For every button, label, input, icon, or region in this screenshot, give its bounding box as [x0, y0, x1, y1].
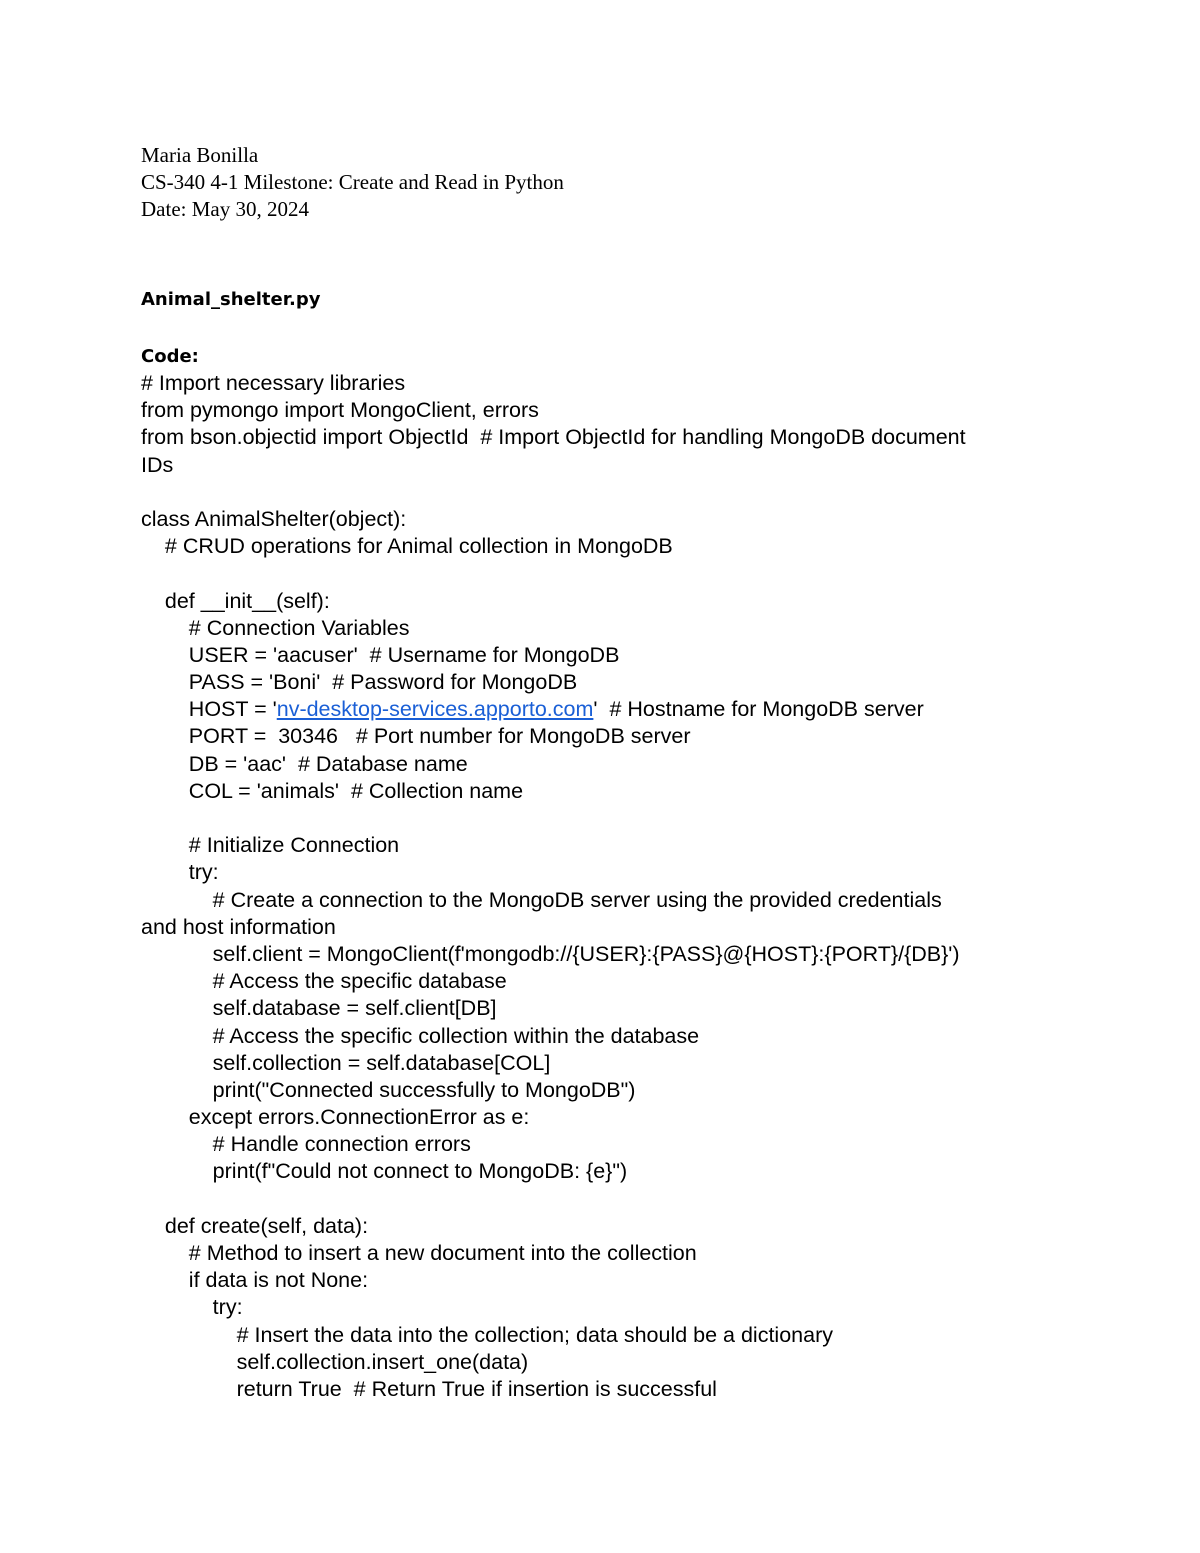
host-link[interactable]: nv-desktop-services.apporto.com	[276, 697, 594, 722]
code-line: from pymongo import MongoClient, errors	[141, 398, 539, 423]
code-line: self.collection = self.database[COL]	[141, 1050, 551, 1075]
course-title: CS-340 4-1 Milestone: Create and Read in Python	[141, 170, 564, 194]
code-line: self.database = self.client[DB]	[141, 996, 497, 1021]
code-line: # Access the specific database	[141, 969, 507, 994]
code-line	[141, 805, 1061, 832]
code-line: # CRUD operations for Animal collection in MongoDB	[141, 534, 673, 559]
code-line: # Create a connection to the MongoDB server using the provided credentials	[141, 887, 942, 912]
code-line	[141, 479, 1061, 506]
code-line	[141, 1186, 1061, 1213]
file-heading: Animal_shelter.py	[141, 289, 321, 310]
code-line: def __init__(self):	[141, 588, 330, 613]
code-line: self.client = MongoClient(f'mongodb://{USER}:{PASS}@{HOST}:{PORT}/{DB}')	[141, 941, 960, 966]
code-line: # Connection Variables	[141, 615, 410, 640]
code-line: print(f"Could not connect to MongoDB: {e}")	[141, 1159, 628, 1184]
code-line: DB = 'aac' # Database name	[141, 751, 468, 776]
code-line	[141, 560, 1061, 587]
code-line: # Import necessary libraries	[141, 371, 406, 395]
code-line: # Access the specific collection within the database	[141, 1023, 700, 1048]
code-line: USER = 'aacuser' # Username for MongoDB	[141, 642, 620, 667]
code-line: # Insert the data into the collection; data should be a dictionary	[141, 1322, 833, 1347]
code-line: # Handle connection errors	[141, 1132, 471, 1157]
document-header	[141, 142, 564, 223]
code-line: PORT = 30346 # Port number for MongoDB server	[141, 724, 691, 749]
host-prefix: HOST = '	[141, 697, 277, 722]
code-line: self.collection.insert_one(data)	[141, 1349, 529, 1374]
code-line: COL = 'animals' # Collection name	[141, 778, 524, 803]
code-block	[141, 370, 1061, 1403]
code-line: try:	[141, 860, 219, 885]
code-line: PASS = 'Boni' # Password for MongoDB	[141, 670, 578, 695]
author-name: Maria Bonilla	[141, 143, 259, 167]
code-line: except errors.ConnectionError as e:	[141, 1105, 530, 1130]
code-heading: Code:	[141, 346, 199, 367]
code-line: print("Connected successfully to MongoDB")	[141, 1077, 636, 1102]
code-line: try:	[141, 1295, 243, 1320]
code-line: IDs	[141, 452, 174, 477]
code-line: return True # Return True if insertion is successful	[141, 1376, 717, 1401]
code-line: # Method to insert a new document into the collection	[141, 1241, 697, 1265]
code-line: and host information	[141, 914, 336, 939]
document-date: Date: May 30, 2024	[141, 197, 309, 221]
code-line: # Initialize Connection	[141, 833, 400, 858]
code-line: if data is not None:	[141, 1268, 369, 1293]
code-line-host	[141, 696, 1061, 723]
code-line: class AnimalShelter(object):	[141, 506, 407, 531]
host-suffix: ' # Hostname for MongoDB server	[593, 697, 924, 722]
code-line: def create(self, data):	[141, 1213, 369, 1238]
code-line: from bson.objectid import ObjectId # Import ObjectId for handling MongoDB document	[141, 425, 966, 450]
